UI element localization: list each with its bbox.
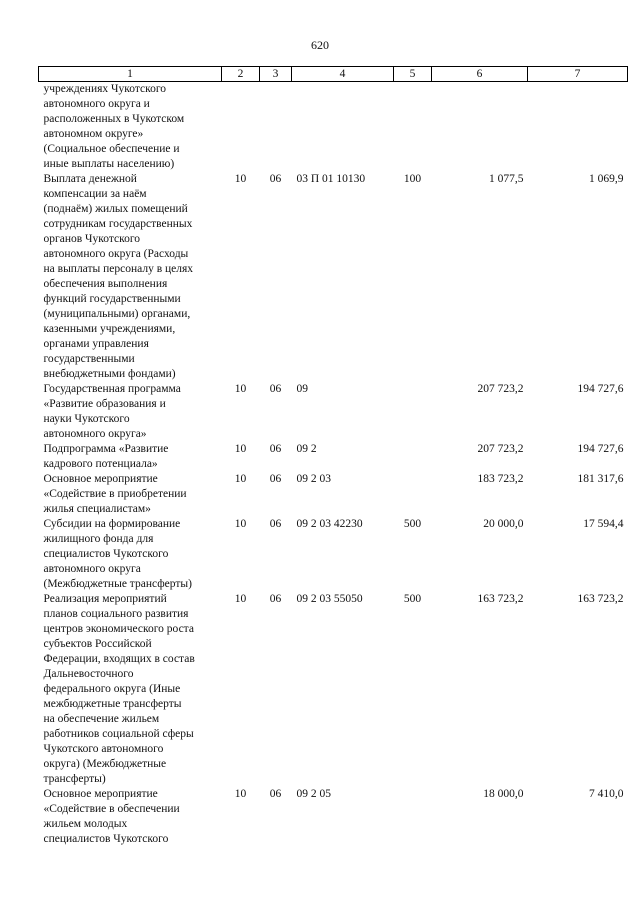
subsection-code: 06 <box>269 443 282 455</box>
column-header: 1 <box>39 67 222 82</box>
column-header: 7 <box>528 67 628 82</box>
target-item-code: 09 2 03 42230 <box>296 518 363 530</box>
row-name: Основное мероприятие «Содействие в приобретении жилья специалистам» <box>43 473 187 515</box>
section-code: 10 <box>234 473 247 485</box>
executed-amount: 1 069,9 <box>589 173 624 185</box>
approved-amount: 163 723,2 <box>477 593 524 605</box>
subsection-code: 06 <box>269 518 282 530</box>
expense-type-code: 500 <box>403 518 422 530</box>
expense-type-code: 100 <box>403 173 422 185</box>
section-code: 10 <box>234 788 247 800</box>
approved-amount: 207 723,2 <box>477 443 524 455</box>
target-item-code <box>292 82 394 173</box>
column-header: 5 <box>394 67 432 82</box>
row-name: Подпрограмма «Развитие кадрового потенциала» <box>43 443 169 470</box>
executed-amount <box>528 82 628 173</box>
table-row <box>39 172 628 382</box>
approved-amount: 1 077,5 <box>489 173 524 185</box>
section-code <box>222 82 260 173</box>
executed-amount: 194 727,6 <box>577 443 624 455</box>
target-item-code: 09 2 <box>296 443 317 455</box>
approved-amount: 183 723,2 <box>477 473 524 485</box>
target-item-code: 09 2 05 <box>296 788 331 800</box>
expense-type-code: 500 <box>403 593 422 605</box>
section-code: 10 <box>234 593 247 605</box>
table-row <box>39 442 628 472</box>
column-header: 2 <box>222 67 260 82</box>
row-name: Выплата денежной компенсации за наём (поднаём) жилых помещений сотрудникам государственных органов Чукотского автономного округа (Расходы на выплаты персоналу в целях обеспечения выполнения функций государственными (муниципальными) органами, казенными учреждениями, органами управления государственными внебюджетными фондами) <box>43 173 194 380</box>
executed-amount: 17 594,4 <box>583 518 624 530</box>
page-number: 620 <box>311 38 329 52</box>
section-code: 10 <box>234 518 247 530</box>
subsection-code: 06 <box>269 473 282 485</box>
column-header: 4 <box>292 67 394 82</box>
table-row <box>39 517 628 592</box>
executed-amount: 7 410,0 <box>589 788 624 800</box>
section-code: 10 <box>234 173 247 185</box>
executed-amount: 194 727,6 <box>577 383 624 395</box>
budget-table <box>38 66 628 847</box>
column-header: 6 <box>432 67 528 82</box>
executed-amount: 163 723,2 <box>577 593 624 605</box>
row-name: Основное мероприятие «Содействие в обеспечении жильем молодых специалистов Чукотского <box>43 788 180 845</box>
row-name: учреждениях Чукотского автономного округа и расположенных в Чукотском автономном округе» (Социальное обеспечение и иные выплаты населению) <box>43 83 185 170</box>
table-row <box>39 82 628 173</box>
target-item-code: 09 2 03 <box>296 473 331 485</box>
section-code: 10 <box>234 383 247 395</box>
approved-amount: 20 000,0 <box>483 518 524 530</box>
table-row <box>39 382 628 442</box>
approved-amount <box>432 82 528 173</box>
row-name: Государственная программа «Развитие образования и науки Чукотского автономного округа» <box>43 383 181 440</box>
target-item-code: 09 2 03 55050 <box>296 593 363 605</box>
target-item-code: 09 <box>296 383 308 395</box>
table-row <box>39 787 628 847</box>
expense-type-code <box>394 82 432 173</box>
expense-type-code <box>394 472 432 517</box>
column-header: 3 <box>260 67 292 82</box>
subsection-code: 06 <box>269 788 282 800</box>
expense-type-code <box>394 787 432 847</box>
row-name: Субсидии на формирование жилищного фонда для специалистов Чукотского автономного округа (Межбюджетные трансферты) <box>43 518 192 590</box>
subsection-code: 06 <box>269 383 282 395</box>
subsection-code: 06 <box>269 593 282 605</box>
approved-amount: 18 000,0 <box>483 788 524 800</box>
subsection-code <box>260 82 292 173</box>
table-row <box>39 472 628 517</box>
executed-amount: 181 317,6 <box>577 473 624 485</box>
section-code: 10 <box>234 443 247 455</box>
table-row <box>39 592 628 787</box>
subsection-code: 06 <box>269 173 282 185</box>
table-header-row <box>39 67 628 82</box>
expense-type-code <box>394 382 432 442</box>
row-name: Реализация мероприятий планов социального развития центров экономического роста субъектов Российской Федерации, входящих в состав Дальневосточного федерального округа (Иные межбюджетные трансферты на обеспечение жильем работников социальной сферы Чукотского автономного округа) (Межбюджетные трансферты) <box>43 593 195 785</box>
approved-amount: 207 723,2 <box>477 383 524 395</box>
target-item-code: 03 П 01 10130 <box>296 173 366 185</box>
expense-type-code <box>394 442 432 472</box>
